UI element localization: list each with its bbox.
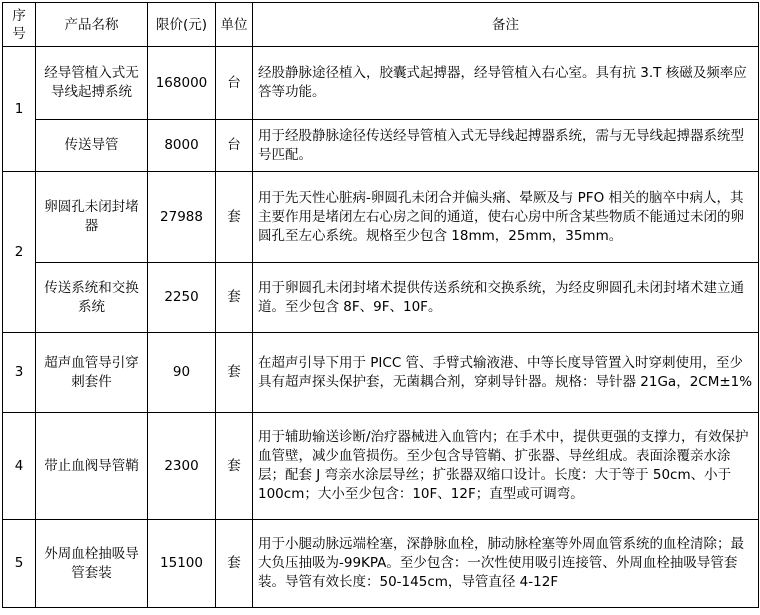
- cell-price: 8000: [148, 120, 216, 172]
- cell-unit: 台: [216, 120, 253, 172]
- header-seq: 序号: [3, 3, 36, 47]
- cell-note: 用于先天性心脏病-卵圆孔未闭合并偏头痛、晕厥及与 PFO 相关的脑卒中病人，其主要作用是堵闭左右心房之间的通道，使右心房中所含某些物质不能通过未闭的卵圆孔至左心系统。规格至少包含 18mm，25mm，35mm。: [253, 172, 759, 263]
- cell-name: 外周血栓抽吸导管套装: [36, 520, 148, 608]
- cell-unit: 套: [216, 520, 253, 608]
- cell-name: 卵圆孔未闭封堵器: [36, 172, 148, 263]
- cell-price: 2250: [148, 263, 216, 333]
- table-row: [3, 47, 759, 120]
- cell-price: 2300: [148, 413, 216, 520]
- cell-note: 用于卵圆孔未闭封堵术提供传送系统和交换系统，为经皮卵圆孔未闭封堵术建立通道。至少包含 8F、9F、10F。: [253, 263, 759, 333]
- cell-name: 传送导管: [36, 120, 148, 172]
- header-row: [3, 3, 759, 47]
- cell-unit: 套: [216, 333, 253, 413]
- header-name: 产品名称: [36, 3, 148, 47]
- cell-name: 带止血阀导管鞘: [36, 413, 148, 520]
- cell-unit: 套: [216, 413, 253, 520]
- cell-note: 用于辅助输送诊断/治疗器械进入血管内；在手术中，提供更强的支撑力，有效保护血管壁，减少血管损伤。至少包含导管鞘、扩张器、导丝组成。表面涂覆亲水涂层；配套 J 弯亲水涂层导丝；扩张器双缩口设计。长度：大于等于 50cm、小于 100cm；大小至少包含：10F、12F；直型或可调弯。: [253, 413, 759, 520]
- cell-unit: 套: [216, 172, 253, 263]
- cell-seq: 2: [3, 172, 36, 333]
- cell-name: 超声血管导引穿刺套件: [36, 333, 148, 413]
- cell-price: 90: [148, 333, 216, 413]
- table-row: [3, 333, 759, 413]
- table-row: [3, 413, 759, 520]
- table-row: [3, 172, 759, 263]
- cell-seq: 5: [3, 520, 36, 608]
- cell-unit: 套: [216, 263, 253, 333]
- cell-note: 经股静脉途径植入，胶囊式起搏器，经导管植入右心室。具有抗 3.T 核磁及频率应答等功能。: [253, 47, 759, 120]
- cell-price: 15100: [148, 520, 216, 608]
- table-row: [3, 120, 759, 172]
- cell-seq: 3: [3, 333, 36, 413]
- cell-unit: 台: [216, 47, 253, 120]
- header-unit: 单位: [216, 3, 253, 47]
- table-row: [3, 263, 759, 333]
- cell-note: 用于小腿动脉远端栓塞，深静脉血栓，肺动脉栓塞等外周血管系统的血栓清除；最大负压抽吸为-99KPA。至少包含：一次性使用吸引连接管、外周血栓抽吸导管套装。导管有效长度：50-145cm，导管直径 4-12F: [253, 520, 759, 608]
- cell-price: 168000: [148, 47, 216, 120]
- cell-price: 27988: [148, 172, 216, 263]
- cell-note: 在超声引导下用于 PICC 管、手臂式输液港、中等长度导管置入时穿刺使用，至少具有超声探头保护套，无菌耦合剂，穿刺导针器。规格：导针器 21Ga，2CM±1%: [253, 333, 759, 413]
- cell-seq: 4: [3, 413, 36, 520]
- cell-note: 用于经股静脉途径传送经导管植入式无导线起搏器系统，需与无导线起搏器系统型号匹配。: [253, 120, 759, 172]
- table-row: [3, 520, 759, 608]
- header-price: 限价(元): [148, 3, 216, 47]
- cell-seq: 1: [3, 47, 36, 172]
- header-note: 备注: [253, 3, 759, 47]
- price-limit-table: [2, 2, 759, 608]
- cell-name: 传送系统和交换系统: [36, 263, 148, 333]
- cell-name: 经导管植入式无导线起搏系统: [36, 47, 148, 120]
